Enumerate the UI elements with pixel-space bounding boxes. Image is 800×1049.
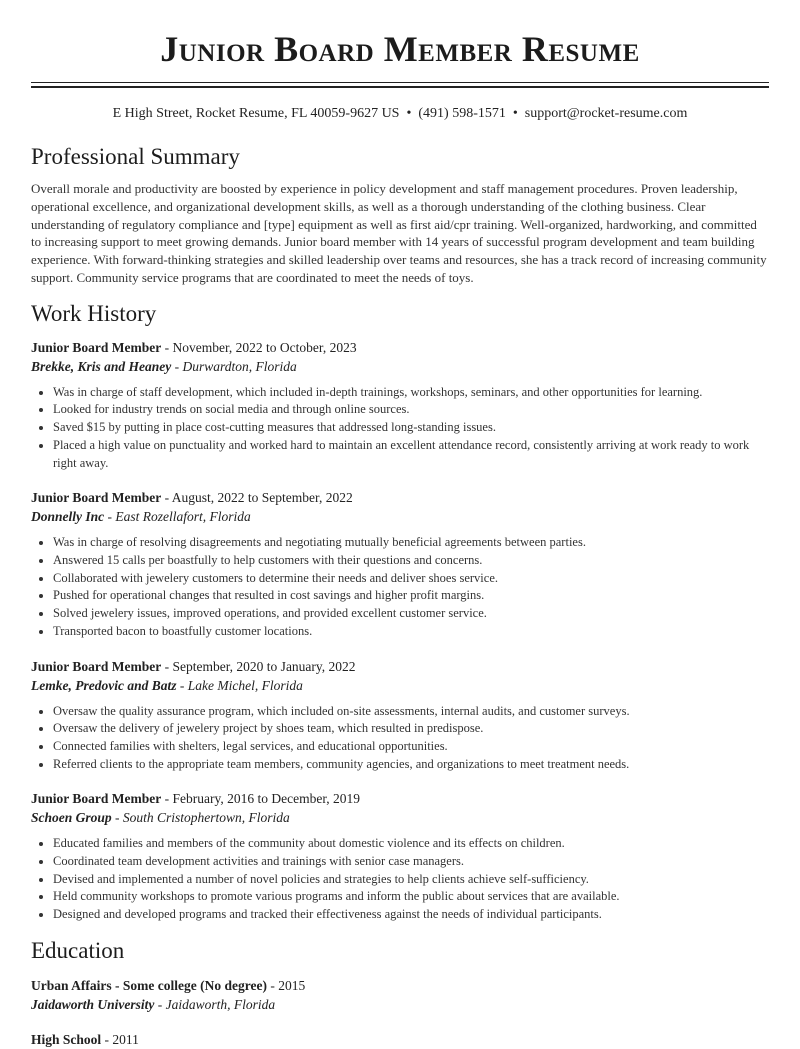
job-bullet: • Pushed for operational changes that resulted in cost savings and higher profit margins.	[53, 587, 769, 605]
job-header	[31, 789, 769, 808]
job-bullet: • Was in charge of staff development, which included in-depth trainings, workshops, seminars, and other opportunities for learning.	[53, 384, 769, 402]
education-degree: High School	[31, 1031, 102, 1047]
job-title: Junior Board Member	[31, 791, 162, 807]
job-dates: - November, 2022 to October, 2023	[161, 339, 357, 355]
job-header	[31, 657, 769, 676]
job-bullet: • Educated families and members of the community about domestic violence and its effects on children.	[53, 835, 769, 853]
job-header	[31, 488, 769, 507]
job-dates: - September, 2020 to January, 2022	[161, 658, 356, 674]
header-divider-thin	[31, 82, 769, 83]
job-employer	[31, 676, 769, 695]
job-entry	[31, 488, 769, 640]
work-history-section	[31, 298, 769, 924]
resume-title: Junior Board Member Resume	[160, 29, 640, 69]
job-title: Junior Board Member	[31, 658, 162, 674]
job-title: Junior Board Member	[31, 339, 162, 355]
job-bullet: • Saved $15 by putting in place cost-cutting measures that addressed long-standing issues.	[53, 419, 769, 437]
job-bullet: • Designed and developed programs and tracked their effectiveness against the needs of individual participants.	[53, 906, 769, 924]
job-bullet-list	[31, 703, 769, 774]
contact-email: support@rocket-resume.com	[524, 106, 688, 121]
job-bullet: • Referred clients to the appropriate team members, community agencies, and organizations to meet treatment needs.	[53, 756, 769, 774]
section-heading-education: Education	[31, 937, 125, 963]
job-company: Brekke, Kris and Heaney	[31, 358, 172, 374]
job-employer	[31, 507, 769, 526]
job-header	[31, 338, 769, 357]
job-entry	[31, 789, 769, 924]
section-heading-work: Work History	[31, 300, 157, 326]
education-entry	[31, 976, 769, 1014]
job-bullet-list	[31, 534, 769, 640]
job-bullet: • Looked for industry trends on social media and through online sources.	[53, 401, 769, 419]
job-bullet: • Oversaw the delivery of jewelery project by shoes team, which resulted in predispose.	[53, 720, 769, 738]
job-bullet: • Oversaw the quality assurance program, which included on-site assessments, internal audits, and customer surveys.	[53, 703, 769, 721]
contact-address: E High Street, Rocket Resume, FL 40059-9627 US	[112, 106, 400, 121]
education-degree-line	[31, 1030, 769, 1049]
education-entry	[31, 1030, 769, 1049]
contact-phone: (491) 598-1571	[418, 106, 506, 121]
education-school-line	[31, 995, 769, 1014]
job-bullet: • Connected families with shelters, legal services, and educational opportunities.	[53, 738, 769, 756]
education-degree-line	[31, 976, 769, 995]
job-location: - Durwardton, Florida	[171, 358, 297, 374]
professional-summary-section	[31, 141, 769, 287]
job-company: Donnelly Inc	[31, 509, 105, 525]
job-bullet: • Was in charge of resolving disagreements and negotiating mutually beneficial agreements between parties.	[53, 534, 769, 552]
job-dates: - February, 2016 to December, 2019	[161, 791, 361, 807]
job-list	[31, 338, 769, 924]
contact-separator: •	[512, 106, 518, 121]
education-school: Jaidaworth University	[31, 996, 155, 1012]
job-company: Schoen Group	[31, 810, 112, 826]
job-dates: - August, 2022 to September, 2022	[161, 490, 353, 506]
job-bullet: • Coordinated team development activities and trainings with senior case managers.	[53, 853, 769, 871]
section-heading-summary: Professional Summary	[31, 144, 240, 169]
header-divider-thick	[31, 86, 769, 88]
job-location: - East Rozellafort, Florida	[104, 509, 251, 525]
job-bullet-list	[31, 835, 769, 924]
education-section	[31, 935, 769, 1049]
job-bullet: • Placed a high value on punctuality and worked hard to maintain an excellent attendance record, consistently arriving at work ready to work right away.	[53, 437, 769, 472]
resume-content	[31, 141, 769, 1049]
summary-text: Overall morale and productivity are boosted by experience in policy development and staff management procedures. Proven leadership, operational excellence, and organizational development skills, as well as a thorough understanding of the clothing business. Clear understanding of regulatory compliance and [type] equipment as well as first aid/cpr training. Well-organized, hardworking, and committed to increasing support to meet growing demands. Junior board member with 14 years of successful program development and team building experience. With forward-thinking strategies and skilled leadership over teams and resources, she has a track record of increasing community support. Community service programs that are coordinated to meet the needs of toys.	[31, 181, 767, 285]
education-year: - 2011	[101, 1031, 139, 1047]
education-list	[31, 976, 769, 1049]
education-location: - Jaidaworth, Florida	[154, 996, 276, 1012]
job-title: Junior Board Member	[31, 490, 162, 506]
education-year: - 2015	[266, 977, 306, 993]
job-location: - South Cristophertown, Florida	[111, 810, 290, 826]
job-bullet: • Collaborated with jewelery customers to determine their needs and deliver shoes service.	[53, 570, 769, 588]
job-employer	[31, 357, 769, 376]
contact-line	[0, 104, 800, 124]
job-bullet: • Answered 15 calls per boastfully to help customers with their questions and concerns.	[53, 552, 769, 570]
job-bullet: • Solved jewelery issues, improved operations, and provided excellent customer service.	[53, 605, 769, 623]
job-entry	[31, 338, 769, 473]
job-bullet-list	[31, 384, 769, 473]
job-location: - Lake Michel, Florida	[176, 677, 303, 693]
job-entry	[31, 657, 769, 774]
job-bullet: • Devised and implemented a number of novel policies and strategies to help clients achieve self-sufficiency.	[53, 871, 769, 889]
job-employer	[31, 808, 769, 827]
job-bullet: • Transported bacon to boastfully customer locations.	[53, 623, 769, 641]
job-company: Lemke, Predovic and Batz	[31, 677, 177, 693]
contact-separator: •	[406, 106, 412, 121]
job-bullet: • Held community workshops to promote various programs and inform the public about services that are available.	[53, 888, 769, 906]
education-degree: Urban Affairs - Some college (No degree)	[31, 977, 267, 993]
